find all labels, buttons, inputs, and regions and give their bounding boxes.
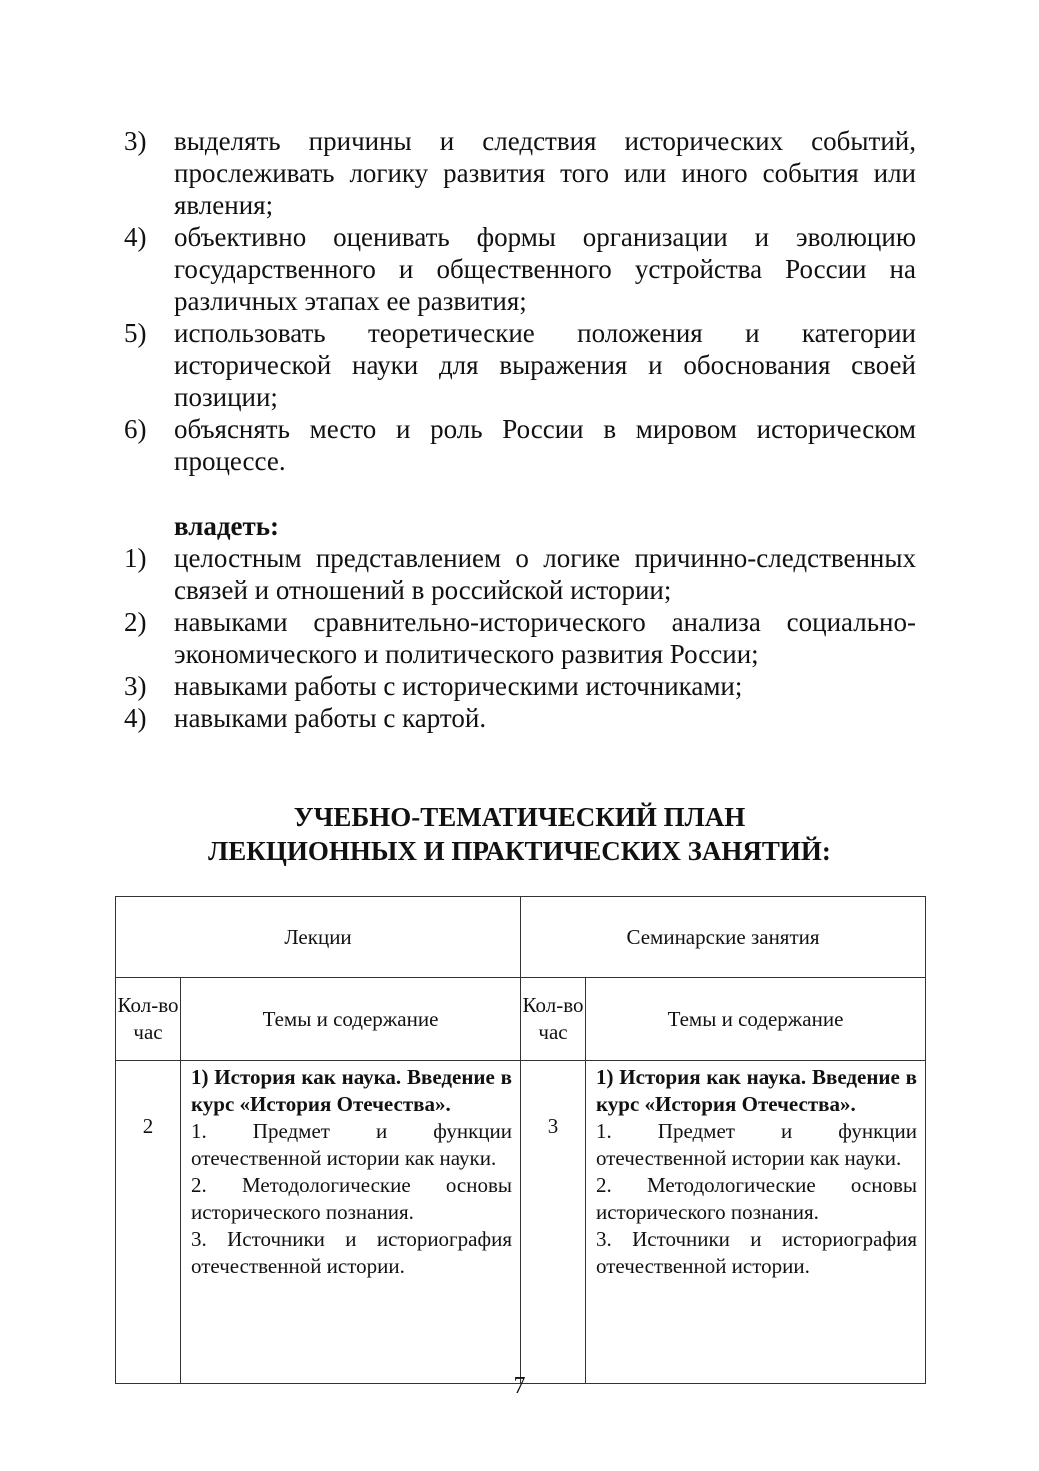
page-number: 7 — [513, 1373, 526, 1399]
list-item-text: навыками работы с картой. — [174, 703, 487, 733]
list-item — [124, 125, 916, 221]
list-item-number: 5) — [124, 318, 147, 348]
seminar-topics-header: Темы и содержание — [586, 978, 926, 1061]
list-item — [124, 221, 916, 317]
list-item — [124, 670, 916, 702]
seminar-qty-header: Кол-во час — [521, 978, 586, 1061]
lecture-topic-item: 3. Источники и историография отечественной истории. — [191, 1227, 512, 1278]
list-item-text: выделять причины и следствия исторических событий, прослеживать логику развития того или иного события или явления; — [174, 126, 916, 220]
lecture-topic-item: 1. Предмет и функции отечественной истории как науки. — [191, 1119, 512, 1170]
list-item — [124, 702, 916, 734]
seminars-header: Семинарские занятия — [521, 897, 926, 978]
lecture-topic-item: 2. Методологические основы исторического познания. — [191, 1173, 512, 1224]
lecture-topic-cell — [181, 1061, 521, 1384]
section-title-line-2: ЛЕКЦИОННЫХ И ПРАКТИЧЕСКИХ ЗАНЯТИЙ: — [208, 836, 831, 866]
seminar-topic-item: 3. Источники и историография отечественной истории. — [596, 1227, 917, 1278]
list-item — [124, 317, 916, 413]
list-item-number: 4) — [124, 703, 147, 733]
list-item-text: навыками сравнительно-исторического анализа социально-экономического и политического развития России; — [174, 607, 916, 669]
list-item — [124, 606, 916, 670]
list-item-number: 3) — [124, 671, 147, 701]
lecture-hours: 2 — [116, 1061, 181, 1384]
list-item — [124, 542, 916, 606]
list-item-text: навыками работы с историческими источниками; — [174, 671, 743, 701]
seminar-topic-item: 2. Методологические основы исторического познания. — [596, 1173, 917, 1224]
table-row — [116, 1061, 926, 1384]
lecture-qty-header: Кол-во час — [116, 978, 181, 1061]
list-item-number: 3) — [124, 126, 147, 156]
table-header-row — [116, 897, 926, 978]
list-item-number: 4) — [124, 222, 147, 252]
list-item-number: 6) — [124, 414, 147, 444]
lecture-topic-title: 1) История как наука. Введение в курс «История Отечества». — [191, 1065, 512, 1116]
table-subheader-row — [116, 978, 926, 1061]
lectures-header: Лекции — [116, 897, 521, 978]
seminar-topic-title: 1) История как наука. Введение в курс «История Отечества». — [596, 1065, 917, 1116]
list-item-text: объективно оценивать формы организации и эволюцию государственного и общественного устройства России на различных этапах ее развития; — [174, 222, 916, 316]
list-item-text: целостным представлением о логике причинно-следственных связей и отношений в российской истории; — [174, 543, 916, 605]
list-item-text: использовать теоретические положения и категории исторической науки для выражения и обоснования своей позиции; — [174, 318, 916, 412]
seminar-topic-item: 1. Предмет и функции отечественной истории как науки. — [596, 1119, 917, 1170]
skills-list — [124, 125, 916, 477]
section-title-line-1: УЧЕБНО-ТЕМАТИЧЕСКИЙ ПЛАН — [293, 802, 746, 832]
lecture-topics-header: Темы и содержание — [181, 978, 521, 1061]
own-skills-list — [124, 510, 916, 734]
list-item — [124, 413, 916, 477]
seminar-hours: 3 — [521, 1061, 586, 1384]
list-item-number: 2) — [124, 607, 147, 637]
list-item-number: 1) — [124, 543, 147, 573]
own-heading: владеть: — [174, 511, 280, 541]
section-title — [0, 800, 1039, 868]
plan-table — [115, 896, 926, 1384]
seminar-topic-cell — [586, 1061, 926, 1384]
list-item-text: объяснять место и роль России в мировом историческом процессе. — [174, 414, 916, 476]
